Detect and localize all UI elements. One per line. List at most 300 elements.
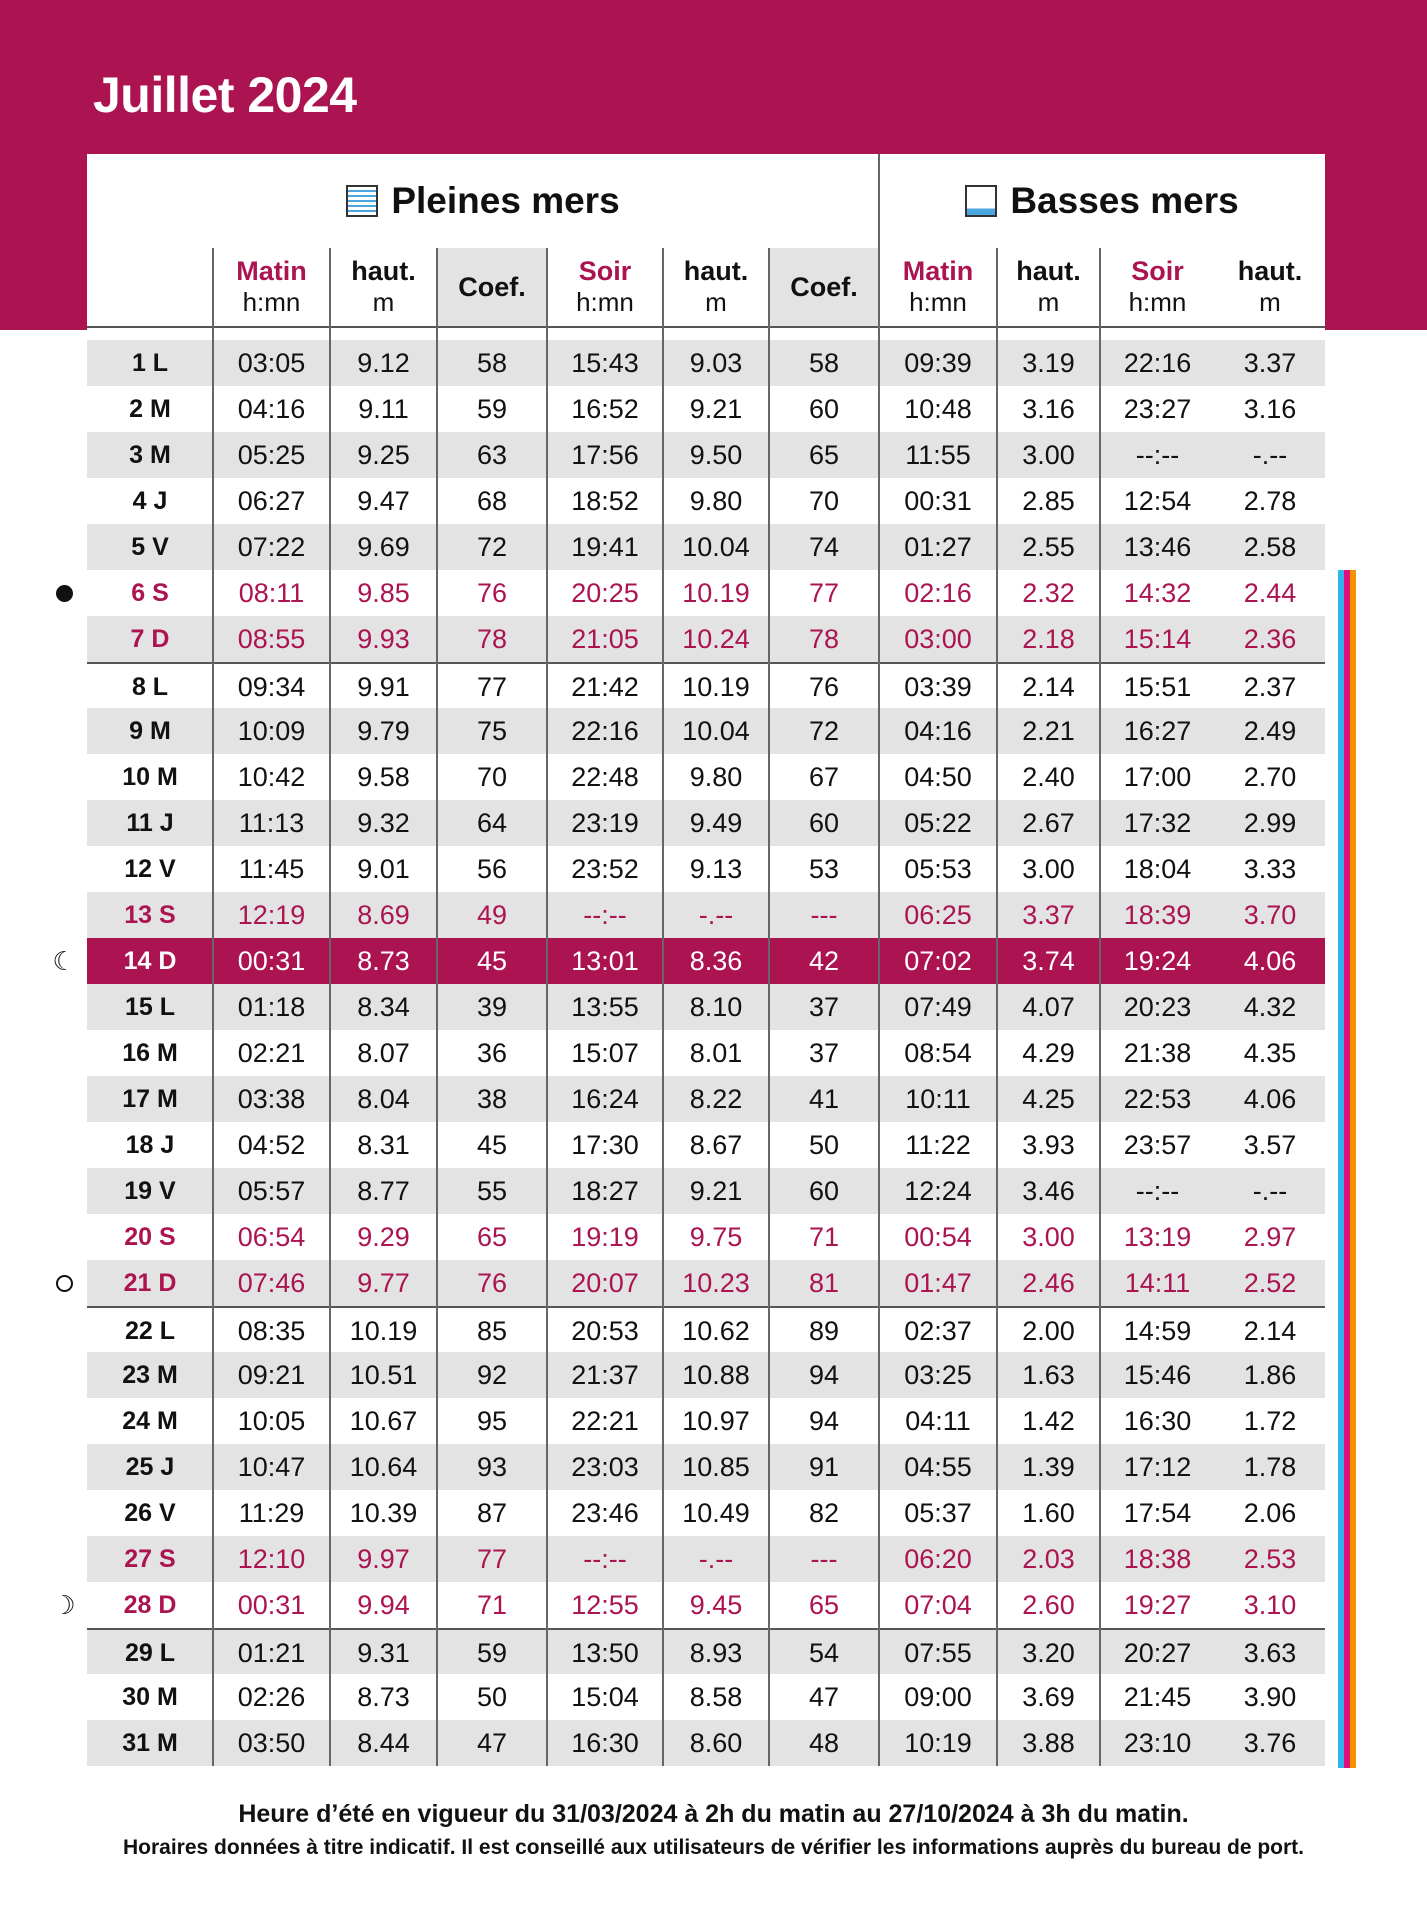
cell-bm-matin: 12:24	[904, 1176, 972, 1206]
cell-pm-coef2: 77	[808, 578, 840, 608]
cell-bm-matin: 00:54	[904, 1222, 972, 1252]
cell-bm-haut2: 3.33	[1243, 854, 1297, 884]
cell-bm-soir: 14:32	[1123, 578, 1192, 608]
column-divider	[212, 248, 214, 1766]
column-divider	[996, 248, 998, 1766]
cell-pm-haut2: 10.19	[682, 672, 750, 702]
cell-pm-haut1: 9.25	[357, 440, 410, 470]
cell-bm-haut2: 3.90	[1243, 1682, 1297, 1712]
cell-pm-soir: 13:50	[571, 1638, 639, 1668]
cell-pm-coef1: 59	[476, 394, 508, 424]
group-header-row	[87, 154, 1325, 248]
cell-bm-haut1: 2.18	[1022, 624, 1075, 654]
table-row	[87, 1122, 1325, 1168]
cell-bm-matin: 05:37	[904, 1498, 972, 1528]
cell-bm-soir: 19:27	[1123, 1590, 1192, 1620]
col-header-title: Matin	[236, 256, 307, 286]
cell-pm-coef2: 37	[808, 1038, 840, 1068]
cell-bm-matin: 05:22	[904, 808, 972, 838]
cell-pm-coef1: 56	[476, 854, 508, 884]
cell-pm-haut1: 8.77	[357, 1176, 410, 1206]
day-label: 27 S	[124, 1545, 176, 1573]
cell-pm-coef1: 38	[476, 1084, 508, 1114]
cell-pm-haut2: 9.49	[689, 808, 743, 838]
table-row	[87, 800, 1325, 846]
day-label: 16 M	[122, 1039, 178, 1067]
cell-pm-coef2: 82	[808, 1498, 840, 1528]
cell-bm-soir: 18:39	[1123, 900, 1192, 930]
col-header-unit: h:mn	[576, 287, 634, 317]
cell-pm-matin: 08:55	[237, 624, 306, 654]
table-row	[87, 984, 1325, 1030]
cell-bm-haut1: 2.00	[1022, 1316, 1075, 1346]
moon-disc	[56, 585, 73, 602]
table-row	[87, 524, 1325, 570]
day-label: 7 D	[130, 625, 170, 653]
cell-pm-coef1: 58	[476, 348, 508, 378]
cell-pm-coef1: 93	[476, 1452, 508, 1482]
day-label: 10 M	[122, 763, 178, 791]
cell-pm-haut2: 9.13	[689, 854, 743, 884]
cell-pm-coef1: 65	[476, 1222, 508, 1252]
cell-pm-coef2: 54	[808, 1638, 840, 1668]
cell-pm-soir: 22:48	[571, 762, 639, 792]
cell-pm-coef2: 47	[808, 1682, 840, 1712]
table-row	[87, 1720, 1325, 1766]
cell-bm-haut1: 2.40	[1022, 762, 1075, 792]
waxing-crescent-icon	[52, 1590, 76, 1620]
table-row	[87, 1214, 1325, 1260]
moon-glyph: ☽	[52, 1590, 76, 1620]
cell-bm-haut2: 2.97	[1243, 1222, 1297, 1252]
cell-pm-soir: 21:05	[571, 624, 639, 654]
cell-bm-haut2: 2.52	[1243, 1268, 1297, 1298]
cell-bm-haut2: 2.49	[1243, 716, 1297, 746]
day-label: 14 D	[123, 947, 177, 975]
cell-pm-coef2: 67	[808, 762, 840, 792]
col-header-title: haut.	[683, 256, 749, 286]
cell-pm-coef1: 71	[476, 1590, 508, 1620]
cell-bm-soir: --:--	[1135, 440, 1180, 470]
cell-bm-haut2: 2.14	[1243, 1316, 1297, 1346]
cell-pm-coef2: 78	[808, 624, 840, 654]
cell-pm-matin: 02:21	[237, 1038, 306, 1068]
cell-pm-haut1: 10.39	[349, 1498, 418, 1528]
cell-bm-matin: 04:50	[904, 762, 972, 792]
cell-pm-soir: --:--	[583, 1544, 627, 1574]
cell-bm-haut2: 2.78	[1243, 486, 1297, 516]
cell-pm-coef2: 72	[808, 716, 840, 746]
cell-bm-haut1: 3.00	[1022, 1222, 1075, 1252]
cell-pm-matin: 06:54	[237, 1222, 306, 1252]
cell-pm-matin: 06:27	[237, 486, 306, 516]
cell-bm-matin: 06:25	[904, 900, 972, 930]
cell-pm-haut2: 9.21	[689, 1176, 743, 1206]
cell-bm-matin: 04:55	[904, 1452, 972, 1482]
cell-pm-matin: 03:50	[237, 1728, 306, 1758]
cell-bm-haut2: 1.86	[1243, 1360, 1297, 1390]
full-moon-icon	[52, 581, 76, 605]
column-divider	[662, 248, 664, 1766]
cell-pm-haut1: 9.47	[357, 486, 410, 516]
cell-pm-coef1: 76	[476, 578, 508, 608]
cell-pm-soir: 15:04	[571, 1682, 639, 1712]
column-divider	[329, 248, 331, 1766]
day-label: 23 M	[122, 1361, 178, 1389]
filled-water-square-icon	[346, 185, 378, 217]
cell-pm-coef2: 76	[808, 672, 840, 702]
day-label: 5 V	[131, 533, 169, 561]
table-row	[87, 1076, 1325, 1122]
table-row	[87, 340, 1325, 386]
cell-pm-haut2: 8.36	[689, 946, 743, 976]
col-header-pm-haut1	[330, 248, 437, 326]
cell-bm-haut2: 2.70	[1243, 762, 1297, 792]
cell-bm-soir: 17:32	[1123, 808, 1192, 838]
cell-pm-soir: 19:41	[571, 532, 639, 562]
day-label: 17 M	[122, 1085, 178, 1113]
cell-bm-matin: 10:19	[904, 1728, 972, 1758]
cell-pm-haut2: 10.04	[682, 532, 750, 562]
cell-pm-coef2: 65	[808, 440, 840, 470]
cell-pm-coef2: ---	[810, 900, 838, 930]
cell-pm-coef1: 77	[476, 672, 508, 702]
cell-pm-haut2: 8.01	[689, 1038, 743, 1068]
cell-pm-coef1: 92	[476, 1360, 508, 1390]
cell-bm-soir: 23:10	[1123, 1728, 1192, 1758]
cell-bm-haut2: 2.36	[1243, 624, 1297, 654]
cell-bm-matin: 01:47	[904, 1268, 972, 1298]
cell-pm-soir: 16:24	[571, 1084, 639, 1114]
cell-pm-coef2: ---	[810, 1544, 838, 1574]
cell-pm-haut1: 8.44	[357, 1728, 410, 1758]
cell-bm-haut2: 2.53	[1243, 1544, 1297, 1574]
table-row	[87, 1490, 1325, 1536]
day-label: 20 S	[124, 1223, 176, 1251]
table-row	[87, 892, 1325, 938]
table-row	[87, 1260, 1325, 1306]
col-header-pm-coef2	[769, 248, 879, 326]
col-header-bm-haut2	[1215, 248, 1325, 326]
col-header-title: Soir	[578, 256, 632, 286]
table-row	[87, 1674, 1325, 1720]
cell-bm-haut2: 3.63	[1243, 1638, 1297, 1668]
cell-pm-haut2: 9.75	[689, 1222, 743, 1252]
col-header-pm-soir	[547, 248, 663, 326]
cell-bm-haut1: 3.69	[1022, 1682, 1075, 1712]
cell-bm-soir: 15:14	[1123, 624, 1192, 654]
cell-bm-matin: 10:48	[904, 394, 972, 424]
table-row	[87, 616, 1325, 662]
page-title: Juillet 2024	[93, 67, 357, 123]
cell-pm-haut1: 8.31	[357, 1130, 410, 1160]
cell-pm-coef1: 45	[476, 946, 508, 976]
cell-bm-haut1: 1.42	[1022, 1406, 1075, 1436]
cell-bm-soir: 23:27	[1123, 394, 1192, 424]
cell-bm-haut1: 3.37	[1022, 900, 1075, 930]
day-label: 3 M	[129, 441, 171, 469]
col-header-bm-soir	[1100, 248, 1215, 326]
cell-bm-matin: 07:02	[904, 946, 972, 976]
col-header-title: Coef.	[790, 271, 858, 302]
cell-bm-matin: 01:27	[904, 532, 972, 562]
col-header-bm-haut1	[997, 248, 1100, 326]
day-label: 28 D	[123, 1591, 177, 1619]
cell-pm-coef1: 45	[476, 1130, 508, 1160]
cell-bm-haut2: 4.32	[1243, 992, 1297, 1022]
cell-pm-matin: 07:46	[237, 1268, 306, 1298]
column-divider	[878, 154, 880, 1766]
day-label: 30 M	[122, 1683, 178, 1711]
cell-bm-haut2: 2.44	[1243, 578, 1297, 608]
cell-pm-matin: 04:16	[237, 394, 306, 424]
day-label: 19 V	[124, 1177, 176, 1205]
col-header-unit: m	[1037, 287, 1060, 317]
cell-bm-soir: 15:51	[1123, 672, 1192, 702]
cell-bm-matin: 00:31	[904, 486, 972, 516]
table-row	[87, 1168, 1325, 1214]
cell-pm-coef1: 63	[476, 440, 508, 470]
cell-pm-coef1: 39	[476, 992, 508, 1022]
cell-pm-coef2: 53	[808, 854, 840, 884]
col-header-unit: m	[1259, 287, 1281, 317]
cell-bm-haut2: -.--	[1252, 1176, 1288, 1206]
cell-pm-haut1: 9.94	[357, 1590, 410, 1620]
table-row	[87, 662, 1325, 708]
cell-pm-haut2: 8.60	[689, 1728, 743, 1758]
cell-bm-soir: 14:59	[1123, 1316, 1192, 1346]
cell-bm-soir: 14:11	[1124, 1268, 1191, 1298]
cell-pm-haut1: 8.07	[357, 1038, 410, 1068]
cell-bm-soir: --:--	[1135, 1176, 1180, 1206]
day-label: 26 V	[124, 1499, 176, 1527]
cell-bm-haut1: 2.46	[1022, 1268, 1075, 1298]
day-label: 6 S	[131, 579, 169, 607]
cell-pm-coef2: 48	[808, 1728, 840, 1758]
cell-pm-haut2: 9.50	[689, 440, 743, 470]
cell-pm-haut1: 9.93	[357, 624, 410, 654]
cell-pm-haut2: 10.88	[682, 1360, 750, 1390]
cell-pm-haut1: 9.91	[357, 672, 410, 702]
cell-bm-matin: 09:00	[904, 1682, 972, 1712]
day-label: 13 S	[124, 901, 176, 929]
cell-pm-coef2: 37	[808, 992, 840, 1022]
cell-bm-soir: 13:19	[1123, 1222, 1192, 1252]
cell-bm-haut1: 2.55	[1022, 532, 1075, 562]
table-row	[87, 1352, 1325, 1398]
cell-bm-matin: 07:49	[904, 992, 972, 1022]
cell-pm-coef1: 70	[476, 762, 508, 792]
table-row	[87, 1030, 1325, 1076]
col-header-title: Coef.	[458, 271, 526, 302]
cell-bm-haut1: 3.74	[1022, 946, 1075, 976]
cell-pm-soir: 12:55	[571, 1590, 639, 1620]
group-pleines-mers	[87, 154, 879, 248]
cell-pm-coef1: 49	[476, 900, 508, 930]
cell-bm-matin: 08:54	[904, 1038, 972, 1068]
cell-pm-coef1: 36	[476, 1038, 508, 1068]
cell-pm-haut1: 10.67	[349, 1406, 418, 1436]
cell-bm-haut1: 2.21	[1022, 716, 1075, 746]
cell-pm-matin: 00:31	[237, 1590, 306, 1620]
cell-pm-haut1: 10.19	[349, 1316, 418, 1346]
day-label: 12 V	[124, 855, 176, 883]
cell-pm-soir: 22:21	[571, 1406, 639, 1436]
cell-pm-soir: 13:01	[571, 946, 639, 976]
col-header-unit: m	[705, 287, 727, 317]
cell-bm-soir: 22:53	[1123, 1084, 1192, 1114]
cell-bm-matin: 05:53	[904, 854, 972, 884]
cell-bm-soir: 22:16	[1123, 348, 1192, 378]
col-header-title: Matin	[902, 256, 974, 286]
group-basses-label: Basses mers	[1010, 180, 1239, 221]
cell-pm-haut2: 8.10	[689, 992, 743, 1022]
cell-pm-haut1: 9.69	[357, 532, 410, 562]
cell-pm-haut2: 10.23	[682, 1268, 750, 1298]
cell-pm-matin: 09:34	[237, 672, 306, 702]
cell-bm-haut1: 3.88	[1022, 1728, 1075, 1758]
cell-bm-soir: 20:23	[1123, 992, 1192, 1022]
col-header-pm-coef1	[437, 248, 547, 326]
cell-pm-soir: 18:27	[571, 1176, 639, 1206]
cell-bm-haut1: 3.20	[1022, 1638, 1075, 1668]
column-divider	[1099, 248, 1101, 1766]
cell-bm-haut1: 3.16	[1022, 394, 1075, 424]
table-row	[87, 1536, 1325, 1582]
day-label: 8 L	[131, 673, 169, 701]
cell-pm-soir: 19:19	[571, 1222, 639, 1252]
cell-bm-soir: 15:46	[1123, 1360, 1192, 1390]
cell-pm-matin: 11:29	[238, 1498, 305, 1528]
col-header-pm-matin	[213, 248, 330, 326]
day-label: 1 L	[131, 349, 169, 377]
cell-bm-soir: 13:46	[1123, 532, 1192, 562]
cell-pm-soir: 21:42	[571, 672, 639, 702]
cell-pm-coef2: 60	[808, 1176, 840, 1206]
column-divider	[436, 248, 438, 1766]
cell-pm-soir: 17:30	[571, 1130, 639, 1160]
group-basses-mers	[879, 154, 1325, 248]
table-row	[87, 432, 1325, 478]
cell-pm-matin: 08:11	[238, 578, 305, 608]
cell-bm-haut1: 4.25	[1022, 1084, 1075, 1114]
cell-pm-soir: 18:52	[571, 486, 639, 516]
cell-pm-matin: 02:26	[237, 1682, 306, 1712]
cell-bm-soir: 16:30	[1123, 1406, 1192, 1436]
cell-bm-haut2: 4.06	[1243, 1084, 1297, 1114]
cell-pm-haut1: 9.97	[357, 1544, 410, 1574]
day-label: 2 M	[129, 395, 171, 423]
table-row	[87, 846, 1325, 892]
cell-bm-matin: 03:00	[904, 624, 972, 654]
table-row	[87, 1582, 1325, 1628]
cell-bm-haut2: 1.78	[1243, 1452, 1297, 1482]
cell-pm-coef2: 65	[808, 1590, 840, 1620]
cell-bm-haut2: 2.37	[1243, 672, 1297, 702]
day-label: 25 J	[125, 1453, 175, 1481]
cell-bm-haut1: 2.60	[1022, 1590, 1075, 1620]
cell-pm-haut1: 9.31	[357, 1638, 410, 1668]
cell-bm-haut1: 4.07	[1022, 992, 1075, 1022]
cell-pm-soir: 20:25	[571, 578, 639, 608]
cell-pm-coef2: 74	[808, 532, 840, 562]
cell-pm-matin: 01:21	[237, 1638, 306, 1668]
cell-pm-coef2: 91	[808, 1452, 840, 1482]
cell-pm-haut2: 10.85	[682, 1452, 750, 1482]
cell-pm-haut1: 9.32	[357, 808, 410, 838]
day-label: 29 L	[124, 1639, 176, 1667]
cell-pm-haut2: 8.58	[689, 1682, 743, 1712]
cell-pm-haut1: 9.79	[357, 716, 410, 746]
cell-pm-soir: 17:56	[571, 440, 639, 470]
cell-pm-soir: --:--	[583, 900, 627, 930]
cell-bm-soir: 19:24	[1123, 946, 1192, 976]
cell-pm-soir: 15:43	[571, 348, 639, 378]
cell-bm-matin: 11:22	[905, 1130, 971, 1160]
cell-bm-haut1: 1.39	[1022, 1452, 1075, 1482]
cell-pm-coef1: 75	[476, 716, 508, 746]
moon-glyph: ☾	[52, 946, 76, 976]
cell-bm-haut2: 2.99	[1243, 808, 1297, 838]
cell-pm-haut2: 10.19	[682, 578, 750, 608]
table-row	[87, 938, 1325, 984]
cell-bm-matin: 10:11	[905, 1084, 971, 1114]
cell-pm-coef1: 68	[476, 486, 508, 516]
table-row	[87, 1628, 1325, 1674]
cell-bm-haut1: 3.93	[1022, 1130, 1075, 1160]
cell-pm-matin: 04:52	[237, 1130, 306, 1160]
cell-pm-haut1: 9.77	[357, 1268, 410, 1298]
cell-bm-matin: 04:16	[904, 716, 972, 746]
cell-bm-haut1: 2.03	[1022, 1544, 1075, 1574]
cell-pm-haut1: 9.01	[357, 854, 410, 884]
cell-bm-haut2: 3.16	[1243, 394, 1297, 424]
cell-pm-coef2: 60	[808, 394, 840, 424]
cell-pm-haut1: 10.64	[349, 1452, 418, 1482]
cell-bm-haut1: 3.46	[1022, 1176, 1075, 1206]
table-row	[87, 708, 1325, 754]
footer-note-daylight: Heure d’été en vigueur du 31/03/2024 à 2h du matin au 27/10/2024 à 3h du matin.	[238, 1800, 1189, 1828]
cell-pm-matin: 09:21	[237, 1360, 306, 1390]
cell-bm-matin: 06:20	[904, 1544, 972, 1574]
group-pleines-label: Pleines mers	[391, 180, 620, 221]
cell-bm-haut1: 3.19	[1022, 348, 1075, 378]
cell-pm-haut2: 10.24	[682, 624, 750, 654]
cell-bm-matin: 11:55	[905, 440, 971, 470]
cell-pm-matin: 01:18	[237, 992, 306, 1022]
cell-pm-coef1: 50	[476, 1682, 508, 1712]
cell-pm-matin: 03:38	[237, 1084, 306, 1114]
cell-bm-haut1: 2.67	[1022, 808, 1075, 838]
cell-pm-matin: 11:13	[238, 808, 305, 838]
cell-bm-haut1: 3.00	[1022, 440, 1075, 470]
day-label: 9 M	[129, 717, 171, 745]
cell-pm-haut2: 10.04	[682, 716, 750, 746]
column-header-row	[87, 248, 1325, 328]
new-moon-icon	[52, 1271, 76, 1295]
cell-pm-coef1: 78	[476, 624, 508, 654]
cell-pm-haut2: 9.80	[689, 486, 743, 516]
footer-note-disclaimer: Horaires données à titre indicatif. Il est conseillé aux utilisateurs de vérifier les informations auprès du bureau de port.	[123, 1836, 1304, 1859]
cell-bm-haut2: 4.06	[1243, 946, 1297, 976]
cell-bm-haut1: 2.14	[1022, 672, 1075, 702]
cell-pm-haut1: 8.73	[357, 946, 410, 976]
cell-pm-matin: 10:42	[237, 762, 306, 792]
cell-bm-soir: 21:45	[1123, 1682, 1192, 1712]
col-header-title: haut.	[1237, 256, 1303, 286]
cell-pm-haut2: 8.93	[689, 1638, 743, 1668]
cell-bm-matin: 09:39	[904, 348, 972, 378]
